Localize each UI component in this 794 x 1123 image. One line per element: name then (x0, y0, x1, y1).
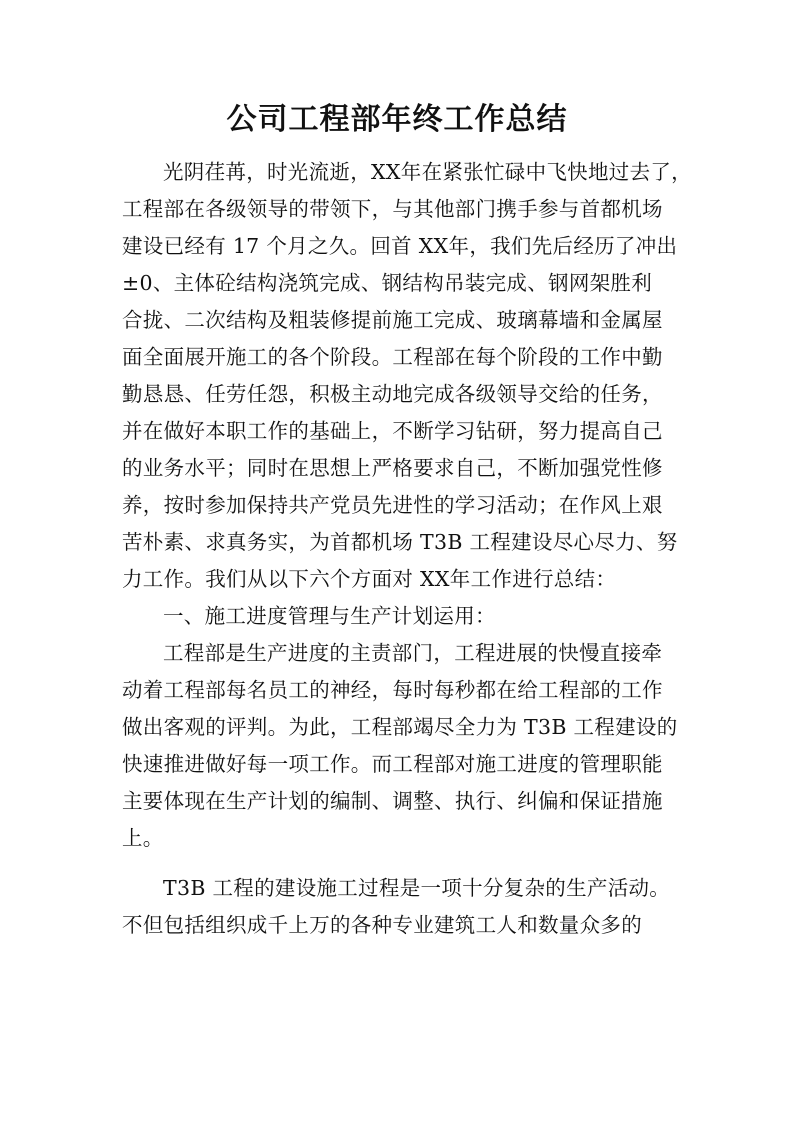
paragraph-line: 做出客观的评判。为此，工程部竭尽全力为 T3B 工程建设的 (122, 715, 678, 739)
paragraph-line: 上。 (122, 826, 164, 850)
document-body (122, 154, 692, 944)
paragraph-line: T3B 工程的建设施工过程是一项十分复杂的生产活动。 (163, 876, 671, 900)
paragraph-line: 养，按时参加保持共产党员先进性的学习活动；在作风上艰 (122, 493, 663, 517)
paragraph-line: 快速推进做好每一项工作。而工程部对施工进度的管理职能 (122, 752, 663, 776)
paragraph-line: 勤恳恳、任劳任怨，积极主动地完成各级领导交给的任务， (122, 382, 663, 406)
document-title: 公司工程部年终工作总结 (226, 102, 568, 137)
paragraph-line: 建设已经有 17 个月之久。回首 XX年，我们先后经历了冲出 (122, 234, 678, 258)
paragraph-line: 不但包括组织成千上万的各种专业建筑工人和数量众多的 (122, 913, 642, 937)
paragraph-line: 面全面展开施工的各个阶段。工程部在每个阶段的工作中勤 (122, 345, 663, 369)
section-heading: 一、施工进度管理与生产计划运用： (163, 604, 496, 628)
paragraph-line: 工程部在各级领导的带领下，与其他部门携手参与首都机场 (122, 197, 663, 221)
paragraph-line: 力工作。我们从以下六个方面对 XX年工作进行总结： (122, 567, 617, 591)
paragraph-line: 苦朴素、求真务实，为首都机场 T3B 工程建设尽心尽力、努 (122, 530, 678, 554)
paragraph-spacer (122, 857, 682, 870)
paragraph-line: 的业务水平；同时在思想上严格要求自己，不断加强党性修 (122, 456, 663, 480)
paragraph-line: 合拢、二次结构及粗装修提前施工完成、玻璃幕墙和金属屋 (122, 308, 663, 332)
paragraph-line: 动着工程部每名员工的神经，每时每秒都在给工程部的工作 (122, 678, 663, 702)
paragraph-line: 光阴荏苒，时光流逝，XX年在紧张忙碌中飞快地过去了， (163, 160, 692, 184)
paragraph-line: 主要体现在生产计划的编制、调整、执行、纠偏和保证措施 (122, 789, 663, 813)
paragraph-line: ±0、主体砼结构浇筑完成、钢结构吊装完成、钢网架胜利 (122, 271, 653, 295)
paragraph-line: 并在做好本职工作的基础上，不断学习钻研，努力提高自己 (122, 419, 663, 443)
paragraph-line: 工程部是生产进度的主责部门，工程进展的快慢直接牵 (163, 641, 663, 665)
